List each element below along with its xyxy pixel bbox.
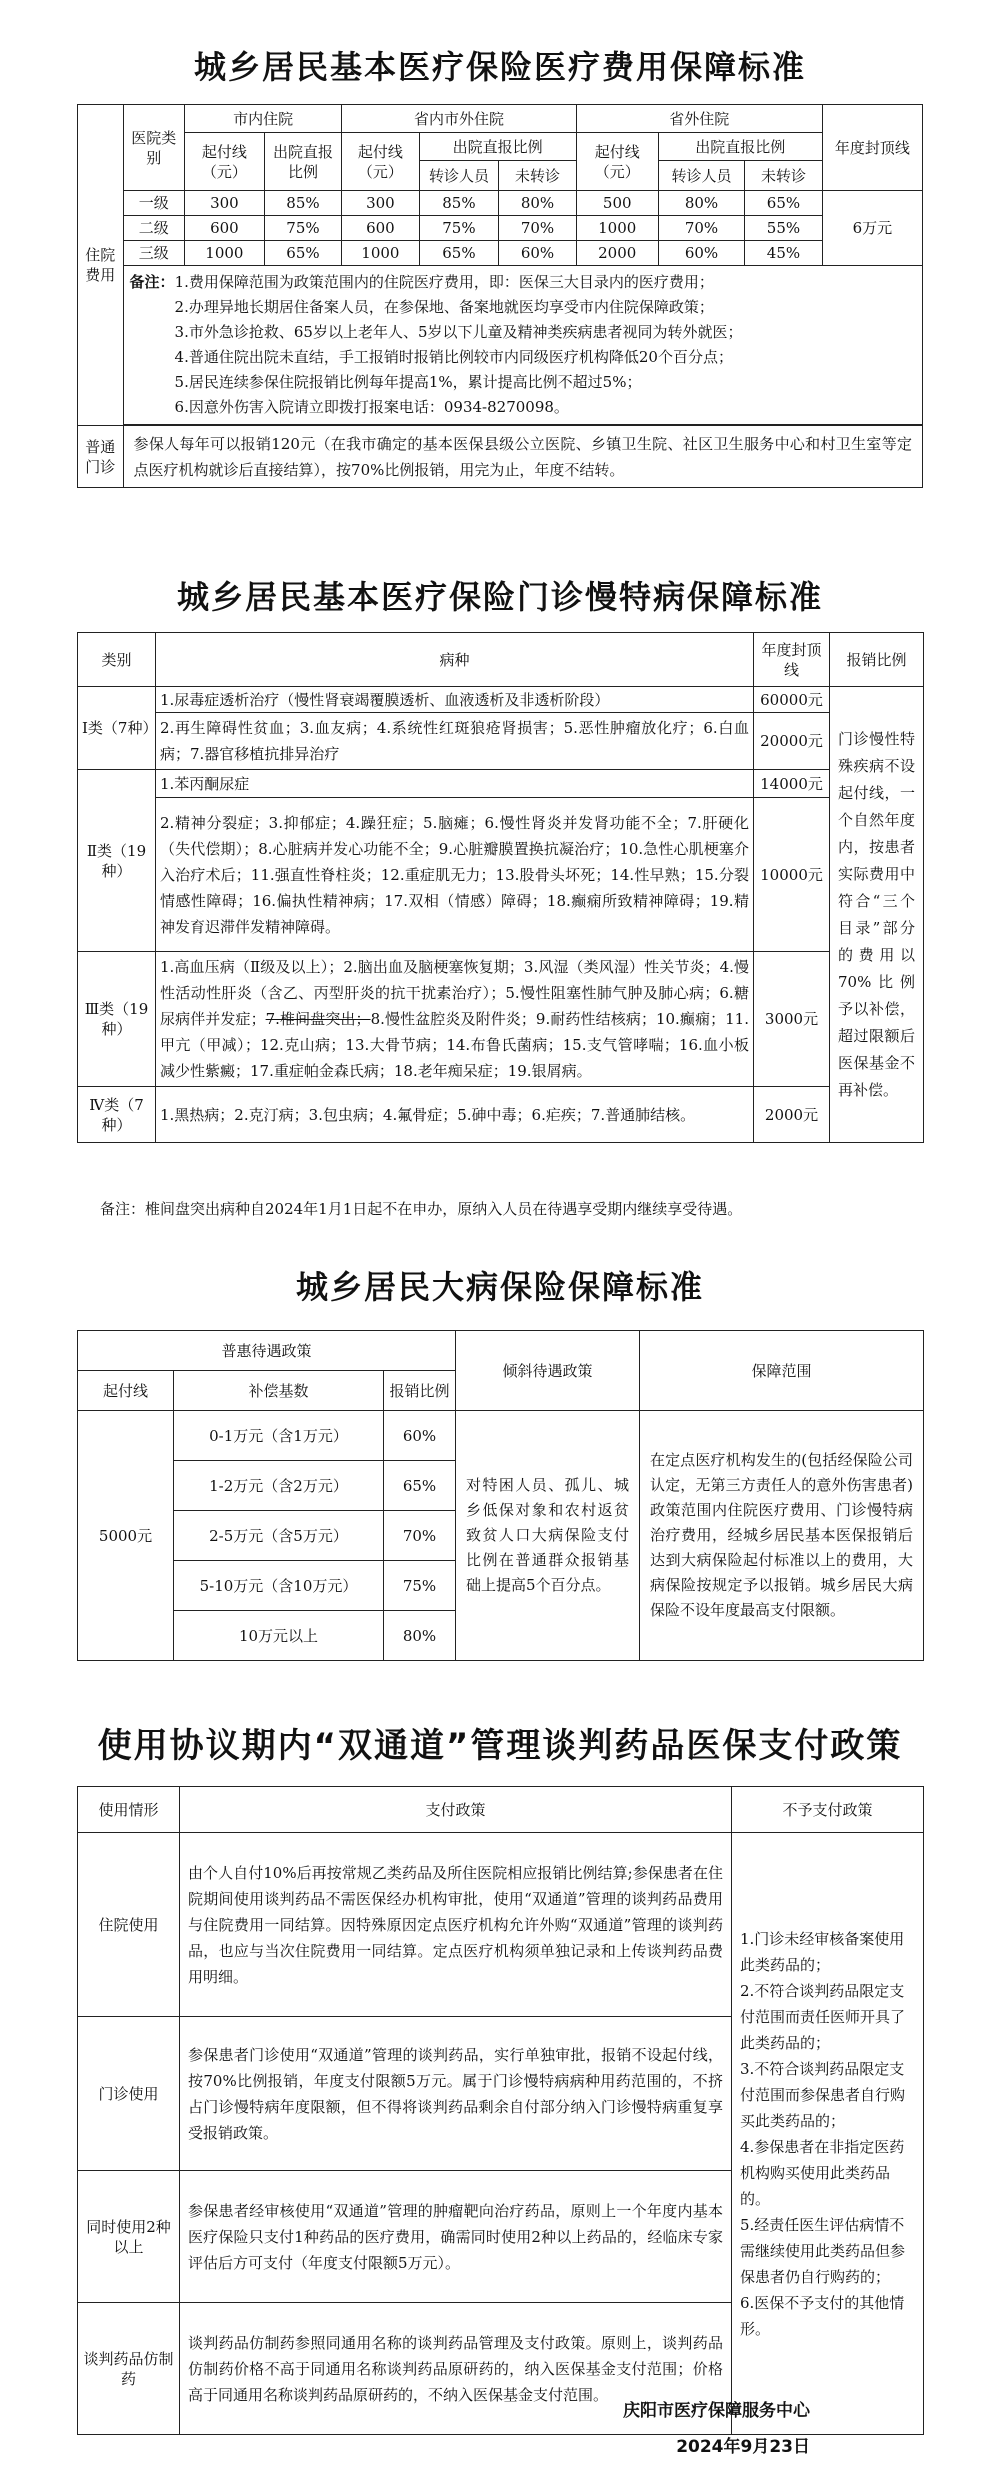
cap-cell: 10000元	[754, 798, 830, 952]
hdr-annual-cap: 年度封顶线	[822, 105, 922, 191]
cap-cell: 2000元	[754, 1087, 830, 1143]
hdr-scope: 保障范围	[640, 1331, 924, 1411]
inpatient-table	[77, 104, 923, 488]
value-cell: 80%	[499, 191, 576, 216]
disease-cell	[156, 952, 754, 1087]
inpatient-label: 住院费用	[78, 105, 124, 426]
hdr-province-in: 省内市外住院	[342, 105, 577, 133]
section4-title: 使用协议期内“双通道”管理谈判药品医保支付政策	[97, 1726, 903, 1766]
value-cell: 600	[185, 216, 265, 241]
value-cell: 2000	[576, 241, 658, 266]
disease-cell: 1.苯丙酮尿症	[156, 770, 754, 798]
hdr-out-deductible: 起付线（元）	[576, 133, 658, 191]
scope-text: 在定点医疗机构发生的(包括经保险公司认定，无第三方责任人的意外伤害患者)政策范围内住院医疗费用、门诊慢特病治疗费用，经城乡居民基本医保报销后达到大病保险起付标准以上的费用，大病保险按规定予以报销。城乡居民大病保险不设年度最高支付限额。	[640, 1411, 924, 1661]
serious-illness-table	[77, 1330, 924, 1661]
hdr-city: 市内住院	[185, 105, 342, 133]
note-item: 5.居民连续参保住院报销比例每年提高1%，累计提高比例不超过5%；	[174, 373, 642, 391]
hdr-tilt: 倾斜待遇政策	[456, 1331, 640, 1411]
tier-ratio: 65%	[384, 1461, 456, 1511]
outpatient-text: 参保人每年可以报销120元（在我市确定的基本医保县级公立医院、乡镇卫生院、社区卫生服务中心和村卫生室等定点医疗机构就诊后直接结算），按70%比例报销，用完为止，年度不结转。	[123, 426, 922, 488]
hdr-reimb-ratio: 报销比例	[384, 1371, 456, 1411]
hdr-ratio: 报销比例	[830, 633, 924, 687]
hdr-city-direct-ratio: 出院直报比例	[264, 133, 341, 191]
nonpay-item: 4.参保患者在非指定医药机构购买使用此类药品的。	[740, 2137, 905, 2208]
tier-ratio: 70%	[384, 1511, 456, 1561]
level-cell: 二级	[123, 216, 184, 241]
disease-text: 1.高血压病（Ⅱ级及以上）；2.脑出血及脑梗塞恢复期；3.风湿（类风湿）性关节炎；4.慢性活动性肝炎（含乙、丙型肝炎的抗干扰素治疗）；5.慢性阻塞性肺气肿及肺心病；6.糖尿病伴并发症；	[160, 958, 749, 1028]
hdr-province-out: 省外住院	[576, 105, 822, 133]
chronic-note: 备注：椎间盘突出病种自2024年1月1日起不在申办，原纳入人员在待遇享受期内继续享受待遇。	[100, 1200, 743, 1218]
nonpay-cell	[732, 1833, 924, 2435]
value-cell: 75%	[264, 216, 341, 241]
hdr-out-referral: 转诊人员	[658, 161, 745, 191]
situation-cell: 谈判药品仿制药	[78, 2303, 180, 2435]
chronic-disease-table	[77, 632, 924, 1143]
tier-ratio: 80%	[384, 1611, 456, 1661]
hdr-prov-direct-ratio: 出院直报比例	[419, 133, 576, 161]
hdr-out-nonreferral: 未转诊	[745, 161, 822, 191]
disease-text: 8.慢性盆腔炎及附件炎；9.耐药性结核病；10.癫痫；11.甲亢（甲减）；12.克山病；13.大骨节病；14.布鲁氏菌病；15.支气管哮喘；16.血小板减少性紫癜；17.重症帕金森氏病；18.老年痴呆症；19.银屑病。	[160, 1010, 749, 1080]
value-cell: 85%	[419, 191, 499, 216]
footer-date: 2024年9月23日	[676, 2437, 810, 2457]
table-row	[78, 216, 923, 241]
situation-cell: 门诊使用	[78, 2017, 180, 2171]
hdr-nonpay: 不予支付政策	[732, 1787, 924, 1833]
category-4: Ⅳ类（7种）	[78, 1087, 156, 1143]
cap-cell: 14000元	[754, 770, 830, 798]
value-cell: 1000	[576, 216, 658, 241]
deductible-value: 5000元	[78, 1411, 174, 1661]
tier-ratio: 60%	[384, 1411, 456, 1461]
value-cell: 1000	[342, 241, 419, 266]
situation-cell: 住院使用	[78, 1833, 180, 2017]
value-cell: 55%	[745, 216, 822, 241]
category-1: Ⅰ类（7种）	[78, 687, 156, 770]
policy-cell: 由个人自付10%后再按常规乙类药品及所住医院相应报销比例结算;参保患者在住院期间使用谈判药品不需医保经办机构审批，使用“双通道”管理的谈判药品费用与住院费用一同结算。因特殊原因定点医疗机构允许外购“双通道”管理的谈判药品，也应与当次住院费用一同结算。定点医疗机构须单独记录和上传谈判药品费用明细。	[180, 1833, 732, 2017]
tier-base: 10万元以上	[174, 1611, 384, 1661]
value-cell: 70%	[499, 216, 576, 241]
value-cell: 70%	[658, 216, 745, 241]
tier-ratio: 75%	[384, 1561, 456, 1611]
cap-cell: 20000元	[754, 713, 830, 770]
category-3: Ⅲ类（19种）	[78, 952, 156, 1087]
tier-base: 1-2万元（含2万元）	[174, 1461, 384, 1511]
value-cell: 65%	[419, 241, 499, 266]
section1-title: 城乡居民基本医疗保险医疗费用保障标准	[193, 48, 806, 86]
note-item: 4.普通住院出院未直结，手工报销时报销比例较市内同级医疗机构降低20个百分点；	[174, 348, 733, 366]
tilt-text: 对特困人员、孤儿、城乡低保对象和农村返贫致贫人口大病保险支付比例在普通群众报销基础上提高5个百分点。	[456, 1411, 640, 1661]
level-cell: 三级	[123, 241, 184, 266]
nonpay-item: 1.门诊未经审核备案使用此类药品的；	[740, 1929, 905, 1974]
disease-cell: 1.尿毒症透析治疗（慢性肾衰竭覆膜透析、血液透析及非透析阶段）	[156, 687, 754, 713]
policy-cell: 参保患者经审核使用“双通道”管理的肿瘤靶向治疗药品，原则上一个年度内基本医疗保险只支付1种药品的医疗费用，确需同时使用2种以上药品的，经临床专家评估后方可支付（年度支付限额5万元）。	[180, 2171, 732, 2303]
hdr-prov-referral: 转诊人员	[419, 161, 499, 191]
note-item: 1.费用保障范围为政策范围内的住院医疗费用，即：医保三大目录内的医疗费用；	[174, 273, 714, 291]
value-cell: 80%	[658, 191, 745, 216]
hdr-general: 普惠待遇政策	[78, 1331, 456, 1371]
value-cell: 65%	[745, 191, 822, 216]
hdr-prov-nonreferral: 未转诊	[499, 161, 576, 191]
value-cell: 45%	[745, 241, 822, 266]
value-cell: 65%	[264, 241, 341, 266]
hdr-disease: 病种	[156, 633, 754, 687]
note-item: 6.因意外伤害入院请立即拨打报案电话：0934-8270098。	[174, 398, 569, 416]
nonpay-item: 6.医保不予支付的其他情形。	[740, 2293, 905, 2338]
value-cell: 60%	[499, 241, 576, 266]
cap-cell: 60000元	[754, 687, 830, 713]
tier-base: 2-5万元（含5万元）	[174, 1511, 384, 1561]
section2-title: 城乡居民基本医疗保险门诊慢特病保障标准	[176, 578, 823, 616]
ratio-text: 门诊慢性特殊疾病不设起付线，一个自然年度内，按患者实际费用中符合“三个目录”部分的费用以70%比例予以补偿，超过限额后医保基金不再补偿。	[830, 687, 924, 1143]
disease-cell: 1.黑热病；2.克汀病；3.包虫病；4.氟骨症；5.砷中毒；6.疟疾；7.普通肺结核。	[156, 1087, 754, 1143]
nonpay-item: 3.不符合谈判药品限定支付范围而参保患者自行购买此类药品的；	[740, 2059, 906, 2130]
situation-cell: 同时使用2种以上	[78, 2171, 180, 2303]
hdr-situation: 使用情形	[78, 1787, 180, 1833]
hdr-category: 类别	[78, 633, 156, 687]
inpatient-notes	[123, 266, 922, 425]
policy-cell: 参保患者门诊使用“双通道”管理的谈判药品，实行单独审批，报销不设起付线，按70%比例报销，年度支付限额5万元。属于门诊慢特病病种用药范围的，不挤占门诊慢特病年度限额，但不得将谈判药品剩余自付部分纳入门诊慢特病重复享受报销政策。	[180, 2017, 732, 2171]
value-cell: 75%	[419, 216, 499, 241]
value-cell: 600	[342, 216, 419, 241]
notes-label: 备注：	[129, 273, 175, 291]
hdr-base: 补偿基数	[174, 1371, 384, 1411]
tier-base: 5-10万元（含10万元）	[174, 1561, 384, 1611]
table-row	[78, 1833, 924, 2017]
hdr-deductible: 起付线	[78, 1371, 174, 1411]
footer-org: 庆阳市医疗保障服务中心	[623, 2401, 810, 2421]
annual-cap-value: 6万元	[822, 191, 922, 266]
hdr-out-direct-ratio: 出院直报比例	[658, 133, 822, 161]
table-row	[78, 191, 923, 216]
hdr-cap: 年度封顶线	[754, 633, 830, 687]
note-item: 3.市外急诊抢救、65岁以上老年人、5岁以下儿童及精神类疾病患者视同为转外就医；	[174, 323, 743, 341]
category-2: Ⅱ类（19种）	[78, 770, 156, 952]
section3-title: 城乡居民大病保险保障标准	[295, 1268, 704, 1306]
policy-cell: 谈判药品仿制药参照同通用名称的谈判药品管理及支付政策。原则上，谈判药品仿制药价格不高于同通用名称谈判药品原研药的，纳入医保基金支付范围；价格高于同通用名称谈判药品原研药的，不纳入医保基金支付范围。	[180, 2303, 732, 2435]
note-item: 2.办理异地长期居住备案人员，在参保地、备案地就医均享受市内住院保障政策；	[174, 298, 714, 316]
value-cell: 300	[342, 191, 419, 216]
cap-cell: 3000元	[754, 952, 830, 1087]
nonpay-item: 2.不符合谈判药品限定支付范围而责任医师开具了此类药品的；	[740, 1981, 906, 2052]
value-cell: 500	[576, 191, 658, 216]
table-row	[78, 241, 923, 266]
disease-cell: 2.再生障碍性贫血；3.血友病；4.系统性红斑狼疮肾损害；5.恶性肿瘤放化疗；6.白血病；7.器官移植抗排异治疗	[156, 713, 754, 770]
value-cell: 1000	[185, 241, 265, 266]
hdr-prov-deductible: 起付线（元）	[342, 133, 419, 191]
value-cell: 60%	[658, 241, 745, 266]
hdr-policy: 支付政策	[180, 1787, 732, 1833]
dual-channel-table	[77, 1786, 924, 2435]
value-cell: 300	[185, 191, 265, 216]
hdr-hospital-category: 医院类别	[123, 105, 184, 191]
outpatient-label: 普通门诊	[78, 426, 124, 488]
disease-cell: 2.精神分裂症；3.抑郁症；4.躁狂症；5.脑瘫；6.慢性肾炎并发肾功能不全；7.肝硬化（失代偿期）；8.心脏病并发心功能不全；9.心脏瓣膜置换抗凝治疗；10.急性心肌梗塞介入治疗术后；11.强直性脊柱炎；12.重症肌无力；13.股骨头坏死；14.性早熟；15.分裂情感性障碍；16.偏执性精神病；17.双相（情感）障碍；18.癫痫所致精神障碍；19.精神发育迟滞伴发精神障碍。	[156, 798, 754, 952]
nonpay-item: 5.经责任医生评估病情不需继续使用此类药品但参保患者仍自行购药的；	[740, 2215, 906, 2286]
value-cell: 85%	[264, 191, 341, 216]
tier-base: 0-1万元（含1万元）	[174, 1411, 384, 1461]
level-cell: 一级	[123, 191, 184, 216]
hdr-city-deductible: 起付线（元）	[185, 133, 265, 191]
struck-disease: 7.椎间盘突出；	[265, 1010, 371, 1028]
